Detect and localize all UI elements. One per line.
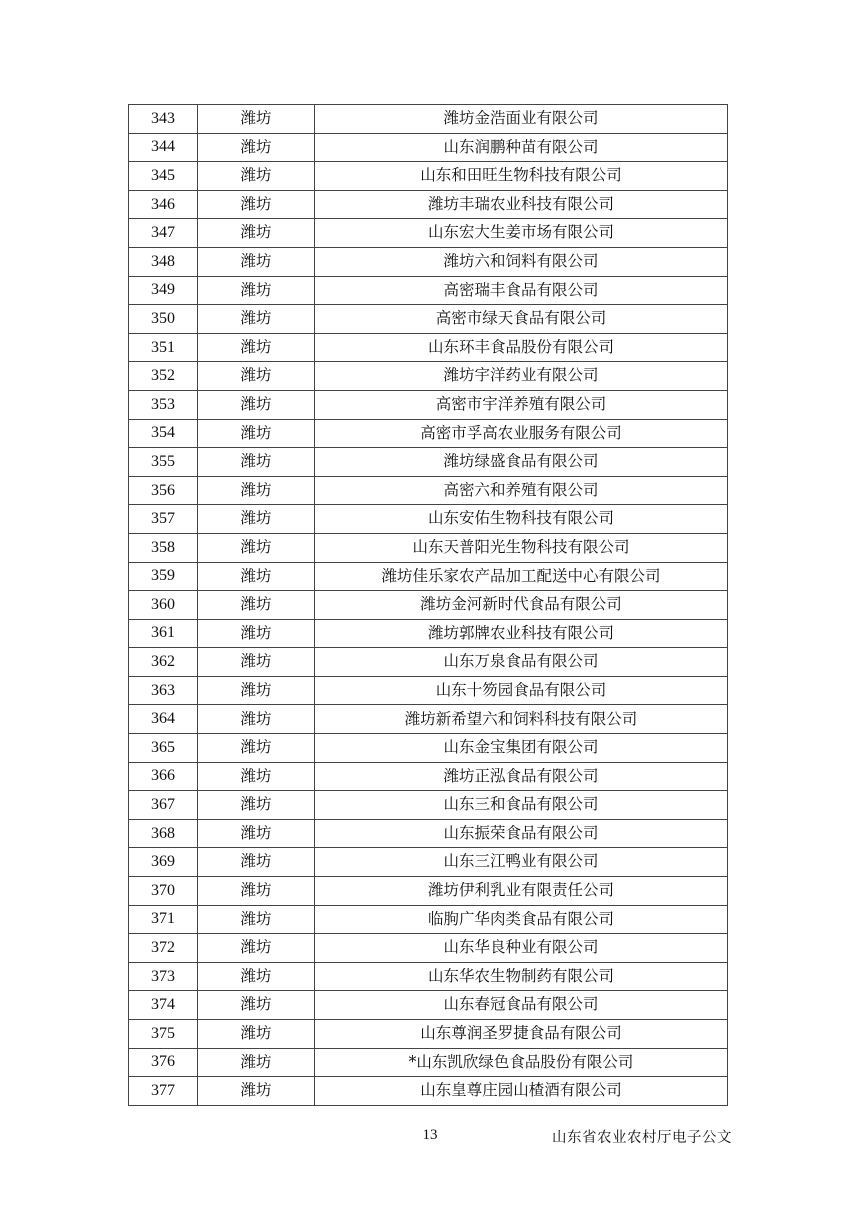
company-name-cell: 山东三和食品有限公司 — [315, 791, 728, 820]
table-row — [129, 390, 728, 419]
row-number-cell: 350 — [129, 305, 198, 334]
city-cell: 潍坊 — [198, 419, 315, 448]
company-name-cell: 山东三江鸭业有限公司 — [315, 848, 728, 877]
row-number-cell: 347 — [129, 219, 198, 248]
row-number-cell: 366 — [129, 762, 198, 791]
table-row — [129, 105, 728, 134]
city-cell: 潍坊 — [198, 305, 315, 334]
company-name-cell: 潍坊郭牌农业科技有限公司 — [315, 619, 728, 648]
table-row — [129, 190, 728, 219]
city-cell: 潍坊 — [198, 1048, 315, 1077]
table-row — [129, 619, 728, 648]
city-cell: 潍坊 — [198, 705, 315, 734]
company-name-cell: 高密市孚高农业服务有限公司 — [315, 419, 728, 448]
city-cell: 潍坊 — [198, 333, 315, 362]
row-number-cell: 358 — [129, 533, 198, 562]
table-row — [129, 934, 728, 963]
table-row — [129, 819, 728, 848]
table-row — [129, 219, 728, 248]
city-cell: 潍坊 — [198, 505, 315, 534]
table-row — [129, 305, 728, 334]
row-number-cell: 354 — [129, 419, 198, 448]
city-cell: 潍坊 — [198, 877, 315, 906]
table-row — [129, 562, 728, 591]
city-cell: 潍坊 — [198, 905, 315, 934]
row-number-cell: 355 — [129, 448, 198, 477]
row-number-cell: 372 — [129, 934, 198, 963]
row-number-cell: 352 — [129, 362, 198, 391]
row-number-cell: 357 — [129, 505, 198, 534]
company-name-cell: 潍坊伊利乳业有限责任公司 — [315, 877, 728, 906]
row-number-cell: 356 — [129, 476, 198, 505]
city-cell: 潍坊 — [198, 962, 315, 991]
table-row — [129, 476, 728, 505]
row-number-cell: 360 — [129, 591, 198, 620]
row-number-cell: 351 — [129, 333, 198, 362]
table-row — [129, 648, 728, 677]
company-name-cell: 山东春冠食品有限公司 — [315, 991, 728, 1020]
company-name-cell: 潍坊绿盛食品有限公司 — [315, 448, 728, 477]
table-row — [129, 676, 728, 705]
page-number: 13 — [422, 1127, 438, 1143]
city-cell: 潍坊 — [198, 791, 315, 820]
city-cell: 潍坊 — [198, 362, 315, 391]
company-name-cell: 潍坊六和饲料有限公司 — [315, 247, 728, 276]
city-cell: 潍坊 — [198, 619, 315, 648]
table-row — [129, 591, 728, 620]
city-cell: 潍坊 — [198, 591, 315, 620]
row-number-cell: 361 — [129, 619, 198, 648]
table-row — [129, 247, 728, 276]
row-number-cell: 365 — [129, 734, 198, 763]
table-row — [129, 162, 728, 191]
city-cell: 潍坊 — [198, 105, 315, 134]
company-name-cell: 潍坊丰瑞农业科技有限公司 — [315, 190, 728, 219]
city-cell: 潍坊 — [198, 676, 315, 705]
row-number-cell: 367 — [129, 791, 198, 820]
company-name-cell: 潍坊正泓食品有限公司 — [315, 762, 728, 791]
company-name-cell: 山东和田旺生物科技有限公司 — [315, 162, 728, 191]
city-cell: 潍坊 — [198, 190, 315, 219]
company-name-cell: 山东金宝集团有限公司 — [315, 734, 728, 763]
row-number-cell: 349 — [129, 276, 198, 305]
company-name-cell: 潍坊新希望六和饲料科技有限公司 — [315, 705, 728, 734]
company-name-cell: 山东尊润圣罗捷食品有限公司 — [315, 1020, 728, 1049]
city-cell: 潍坊 — [198, 734, 315, 763]
city-cell: 潍坊 — [198, 1020, 315, 1049]
row-number-cell: 376 — [129, 1048, 198, 1077]
city-cell: 潍坊 — [198, 562, 315, 591]
table-row — [129, 877, 728, 906]
table-row — [129, 362, 728, 391]
table-row — [129, 734, 728, 763]
table-row — [129, 133, 728, 162]
company-list-table — [128, 104, 728, 1106]
row-number-cell: 346 — [129, 190, 198, 219]
city-cell: 潍坊 — [198, 648, 315, 677]
row-number-cell: 370 — [129, 877, 198, 906]
company-name-cell: 山东万泉食品有限公司 — [315, 648, 728, 677]
row-number-cell: 362 — [129, 648, 198, 677]
table-row — [129, 533, 728, 562]
table-row — [129, 962, 728, 991]
city-cell: 潍坊 — [198, 762, 315, 791]
table-row — [129, 1048, 728, 1077]
company-name-cell: 山东华良种业有限公司 — [315, 934, 728, 963]
row-number-cell: 373 — [129, 962, 198, 991]
company-name-cell: 山东振荣食品有限公司 — [315, 819, 728, 848]
table-row — [129, 448, 728, 477]
company-name-cell: 潍坊金河新时代食品有限公司 — [315, 591, 728, 620]
row-number-cell: 377 — [129, 1077, 198, 1106]
table-row — [129, 505, 728, 534]
company-name-cell: 潍坊金浩面业有限公司 — [315, 105, 728, 134]
city-cell: 潍坊 — [198, 448, 315, 477]
table-row — [129, 1020, 728, 1049]
row-number-cell: 343 — [129, 105, 198, 134]
company-name-cell: 高密瑞丰食品有限公司 — [315, 276, 728, 305]
city-cell: 潍坊 — [198, 247, 315, 276]
table-row — [129, 333, 728, 362]
city-cell: 潍坊 — [198, 276, 315, 305]
company-name-cell: 高密六和养殖有限公司 — [315, 476, 728, 505]
company-name-cell: 山东华农生物制药有限公司 — [315, 962, 728, 991]
city-cell: 潍坊 — [198, 533, 315, 562]
row-number-cell: 344 — [129, 133, 198, 162]
row-number-cell: 363 — [129, 676, 198, 705]
row-number-cell: 364 — [129, 705, 198, 734]
city-cell: 潍坊 — [198, 934, 315, 963]
row-number-cell: 369 — [129, 848, 198, 877]
city-cell: 潍坊 — [198, 476, 315, 505]
city-cell: 潍坊 — [198, 991, 315, 1020]
city-cell: 潍坊 — [198, 219, 315, 248]
company-name-cell: 潍坊佳乐家农产品加工配送中心有限公司 — [315, 562, 728, 591]
company-name-cell: 山东润鹏种苗有限公司 — [315, 133, 728, 162]
city-cell: 潍坊 — [198, 1077, 315, 1106]
company-name-cell: 潍坊宇洋药业有限公司 — [315, 362, 728, 391]
row-number-cell: 353 — [129, 390, 198, 419]
table-body — [129, 105, 728, 1106]
company-name-cell: 山东皇尊庄园山楂酒有限公司 — [315, 1077, 728, 1106]
table-row — [129, 419, 728, 448]
row-number-cell: 348 — [129, 247, 198, 276]
company-name-cell: 高密市绿天食品有限公司 — [315, 305, 728, 334]
company-name-cell: 临朐广华肉类食品有限公司 — [315, 905, 728, 934]
company-name-cell: *山东凯欣绿色食品股份有限公司 — [315, 1048, 728, 1077]
row-number-cell: 374 — [129, 991, 198, 1020]
table-row — [129, 791, 728, 820]
company-name-cell: 山东宏大生姜市场有限公司 — [315, 219, 728, 248]
row-number-cell: 375 — [129, 1020, 198, 1049]
table-row — [129, 705, 728, 734]
row-number-cell: 345 — [129, 162, 198, 191]
row-number-cell: 368 — [129, 819, 198, 848]
company-name-cell: 山东环丰食品股份有限公司 — [315, 333, 728, 362]
footer-organization: 山东省农业农村厅电子公文 — [552, 1130, 732, 1146]
company-name-cell: 山东十笏园食品有限公司 — [315, 676, 728, 705]
table-row — [129, 905, 728, 934]
table-row — [129, 848, 728, 877]
city-cell: 潍坊 — [198, 162, 315, 191]
row-number-cell: 371 — [129, 905, 198, 934]
company-name-cell: 山东安佑生物科技有限公司 — [315, 505, 728, 534]
table-row — [129, 991, 728, 1020]
table-row — [129, 762, 728, 791]
row-number-cell: 359 — [129, 562, 198, 591]
table-row — [129, 1077, 728, 1106]
city-cell: 潍坊 — [198, 133, 315, 162]
table-row — [129, 276, 728, 305]
company-name-cell: 高密市宇洋养殖有限公司 — [315, 390, 728, 419]
company-name-cell: 山东天普阳光生物科技有限公司 — [315, 533, 728, 562]
city-cell: 潍坊 — [198, 819, 315, 848]
city-cell: 潍坊 — [198, 390, 315, 419]
city-cell: 潍坊 — [198, 848, 315, 877]
